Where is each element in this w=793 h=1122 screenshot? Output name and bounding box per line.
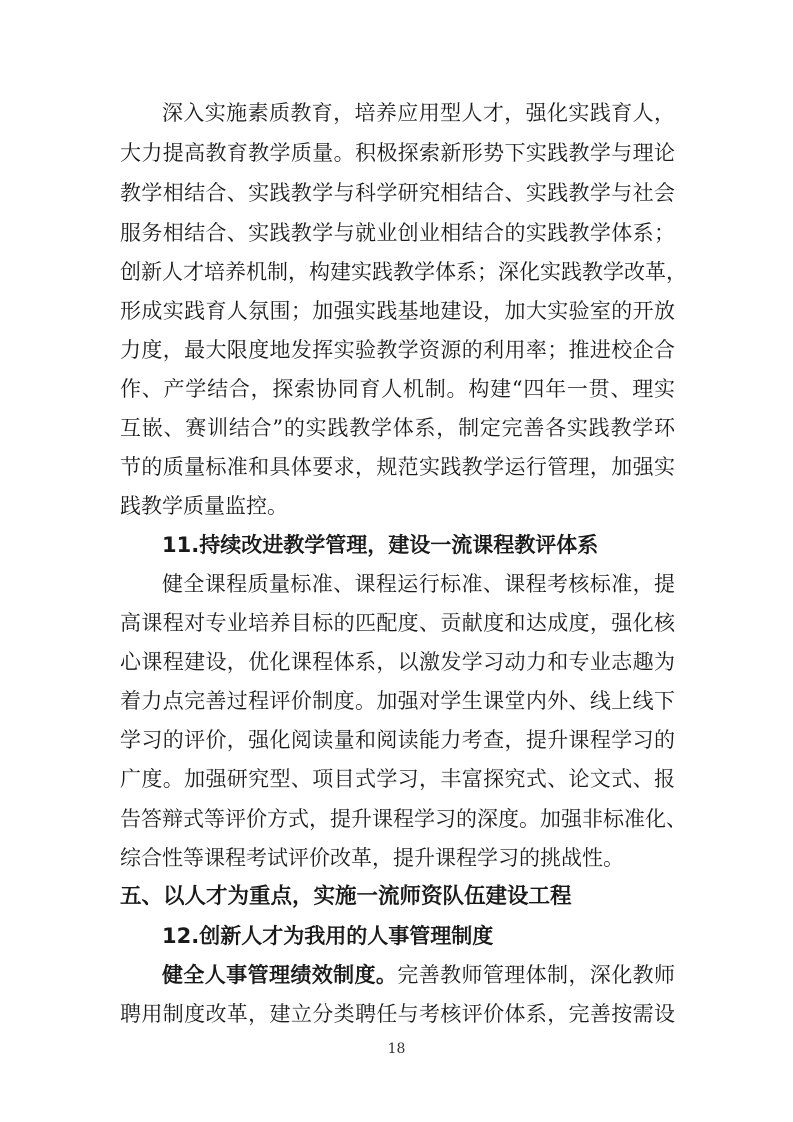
paragraph-line: 着力点完善过程评价制度。加强对学生课堂内外、线上线下 (120, 689, 675, 713)
subsection-heading-11: 11.持续改进教学管理，建设一流课程教评体系 (162, 533, 599, 557)
paragraph-line: 形成实践育人氛围；加强实践基地建设，加大实验室的开放 (120, 299, 675, 323)
paragraph-line-rest: 完善教师管理体制，深化教师 (397, 963, 676, 987)
paragraph-line: 学习的评价，强化阅读量和阅读能力考查，提升课程学习的 (120, 728, 675, 752)
paragraph-line: 践教学质量监控。 (120, 494, 288, 518)
paragraph-line: 告答辩式等评价方式，提升课程学习的深度。加强非标准化、 (120, 807, 687, 831)
paragraph-line: 广度。加强研究型、项目式学习，丰富探究式、论文式、报 (120, 767, 675, 791)
paragraph-line: 高课程对专业培养目标的匹配度、贡献度和达成度，强化核 (120, 611, 675, 635)
paragraph-line: 综合性等课程考试评价改革，提升课程学习的挑战性。 (120, 846, 624, 870)
paragraph-line: 聘用制度改革，建立分类聘任与考核评价体系，完善按需设 (120, 1002, 675, 1026)
paragraph-line: 互嵌、赛训结合”的实践教学体系，制定完善各实践教学环 (120, 416, 675, 440)
paragraph-line: 心课程建设，优化课程体系，以激发学习动力和专业志趣为 (120, 650, 675, 674)
paragraph-line: 健全课程质量标准、课程运行标准、课程考核标准，提 (162, 572, 675, 596)
paragraph-line: 作、产学结合，探索协同育人机制。构建“四年一贯、理实 (120, 377, 675, 401)
paragraph-line: 服务相结合、实践教学与就业创业相结合的实践教学体系； (120, 221, 675, 245)
paragraph-line: 大力提高教育教学质量。积极探索新形势下实践教学与理论 (120, 141, 675, 165)
paragraph-line: 力度，最大限度地发挥实验教学资源的利用率；推进校企合 (120, 338, 675, 362)
subsection-heading-12: 12.创新人才为我用的人事管理制度 (162, 924, 494, 948)
paragraph-line: 创新人才培养机制，构建实践教学体系；深化实践教学改革， (120, 260, 687, 284)
paragraph-line: 教学相结合、实践教学与科学研究相结合、实践教学与社会 (120, 181, 675, 205)
page-number: 18 (387, 1041, 406, 1057)
paragraph-line: 深入实施素质教育，培养应用型人才，强化实践育人， (162, 101, 675, 125)
section-heading-5: 五、以人才为重点，实施一流师资队伍建设工程 (120, 884, 572, 909)
paragraph-lead-bold: 健全人事管理绩效制度。 (162, 963, 398, 987)
paragraph-line (162, 962, 675, 988)
paragraph-line: 节的质量标准和具体要求，规范实践教学运行管理，加强实 (120, 455, 675, 479)
